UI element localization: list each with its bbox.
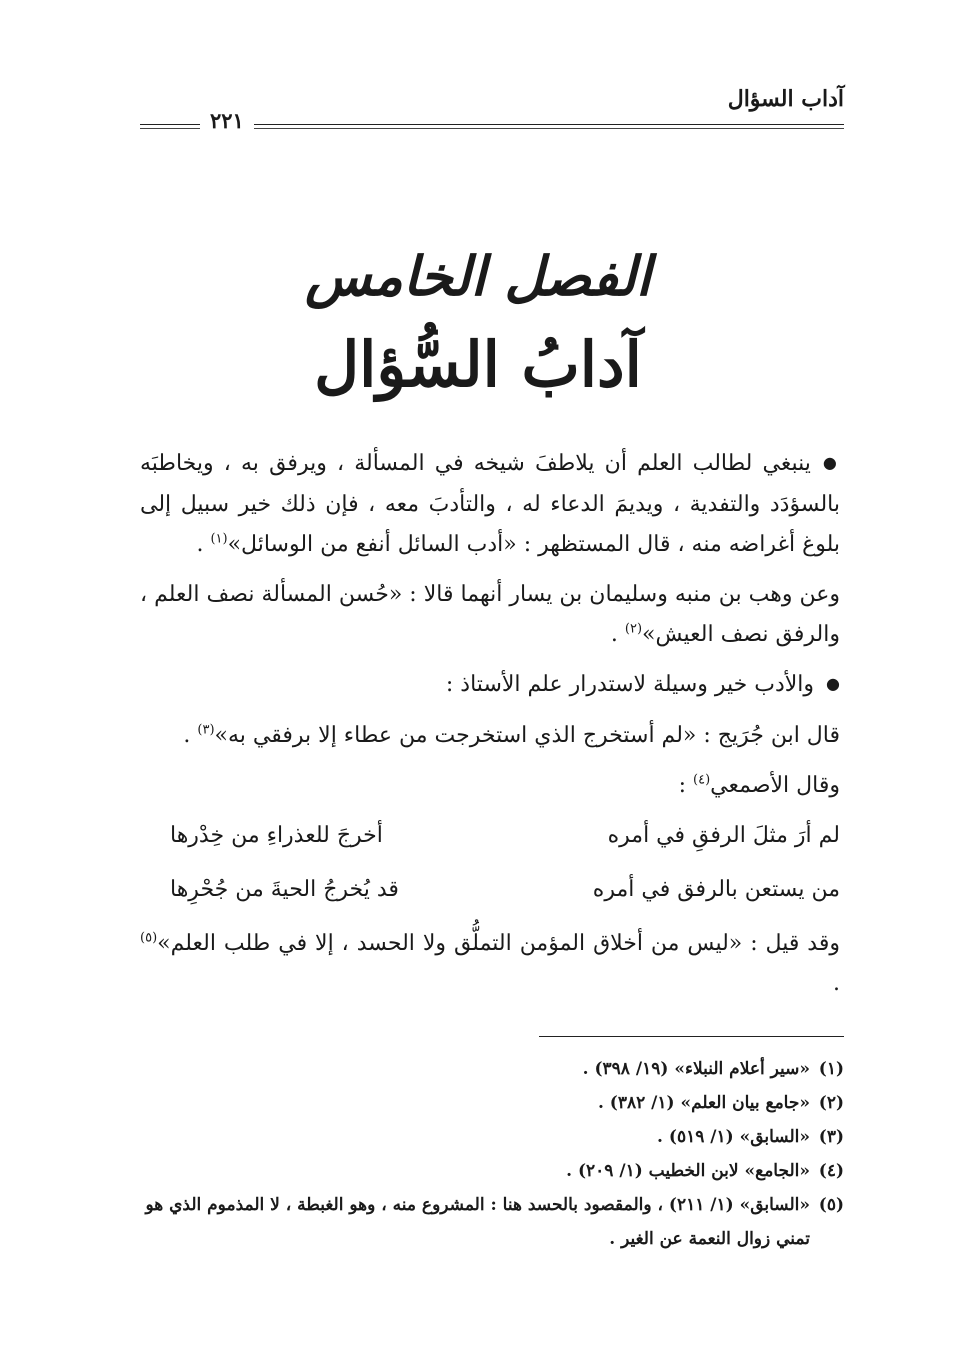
footnote-ref-2: (٢) (624, 621, 643, 637)
paragraph-5-text: وقال الأصمعي (710, 773, 840, 798)
footnote-ref-3: (٣) (197, 722, 215, 738)
paragraph-2 (140, 575, 840, 655)
verse-1-second-hemistich: أخرجَ للعذراءِ من خِدْرها (170, 823, 383, 848)
running-header-title: آداب السؤال (727, 86, 844, 112)
footnote-2 (140, 1086, 844, 1120)
page-number: ٢٢١ (200, 108, 254, 133)
footnote-number: (٤) (818, 1161, 844, 1181)
paragraph-6-end: . (833, 971, 840, 996)
chapter-label: الفصل الخامس (305, 244, 651, 308)
paragraph-6 (140, 924, 840, 1004)
paragraph-1-text: ينبغي لطالب العلم أن يلاطفَ شيخه في المسألة ، ويرفق به ، ويخاطبَه بالسؤدَد والتفدية ، ويديمَ الدعاء له ، والتأدبَ معه ، فإن ذلك خير سبيل إلى بلوغ أغراضه منه ، قال المستظهر : «أدب السائل أنفع من الوسائل» (140, 451, 840, 557)
footnote-1 (140, 1052, 844, 1086)
paragraph-3-text: والأدب خير وسيلة لاستدرار علم الأستاذ : (445, 672, 815, 697)
verse-1-first-hemistich: لم أرَ مثلَ الرفقِ في أمره (607, 823, 840, 848)
footnote-4 (140, 1154, 844, 1188)
footnote-ref-1: (١) (210, 531, 228, 547)
verse-line-2 (140, 870, 840, 910)
paragraph-1 (140, 444, 840, 565)
footnote-separator (539, 1036, 844, 1037)
footnote-text: «جامع بيان العلم» (١/ ٣٨٢) . (597, 1093, 810, 1113)
paragraph-5-end: : (678, 773, 694, 798)
footnote-number: (١) (818, 1059, 844, 1079)
footnote-text: «الجامع» لابن الخطيب (١/ ٢٠٩) . (566, 1161, 810, 1181)
verse-2-second-hemistich: قد يُخرجُ الحيةَ من جُحْرِها (170, 877, 399, 902)
footnote-text: «السابق» (١/ ٥١٩) . (657, 1127, 810, 1147)
footnote-text: «سير أعلام النبلاء» (١٩/ ٣٩٨) . (582, 1059, 810, 1079)
paragraph-5 (140, 766, 840, 806)
footnote-ref-5: (٥) (140, 930, 158, 946)
footnote-ref-4: (٤) (693, 772, 711, 788)
footnote-text: «السابق» (١/ ٢١١) ، والمقصود بالحسد هنا : المشروع منه ، وهو الغبطة ، لا المذموم الذي هو (145, 1195, 810, 1215)
footnote-text-continued: تمني زوال النعمة عن الغير . (609, 1229, 810, 1249)
footnote-3 (140, 1120, 844, 1154)
paragraph-6-text: وقد قيل : «ليس من أخلاق المؤمن التملُّق ولا الحسد ، إلا في طلب العلم» (157, 931, 840, 956)
body-text (140, 444, 840, 1014)
paragraph-2-end: . (610, 622, 625, 647)
footnote-5 (140, 1188, 844, 1256)
paragraph-4-text: قال ابن جُرَيج : «لم أستخرج الذي استخرجت من عطاء إلا برفقي به» (214, 723, 840, 748)
paragraph-3 (140, 665, 840, 706)
verse-2-first-hemistich: من يستعن بالرفق في أمره (592, 877, 840, 902)
paragraph-2-text: وعن وهب بن منبه وسليمان بن يسار أنهما قالا : «حُسن المسألة نصف العلم ، والرفق نصف العيش» (140, 582, 840, 647)
verse-line-1 (140, 816, 840, 856)
paragraph-1-end: . (196, 532, 211, 557)
paragraph-4 (140, 716, 840, 756)
chapter-title: آدابُ السُّؤال (314, 328, 642, 401)
footnote-number: (٢) (818, 1093, 844, 1113)
footnote-number: (٥) (818, 1195, 844, 1215)
paragraph-4-end: . (183, 723, 198, 748)
footnotes (140, 1052, 844, 1256)
footnote-number: (٣) (818, 1127, 844, 1147)
